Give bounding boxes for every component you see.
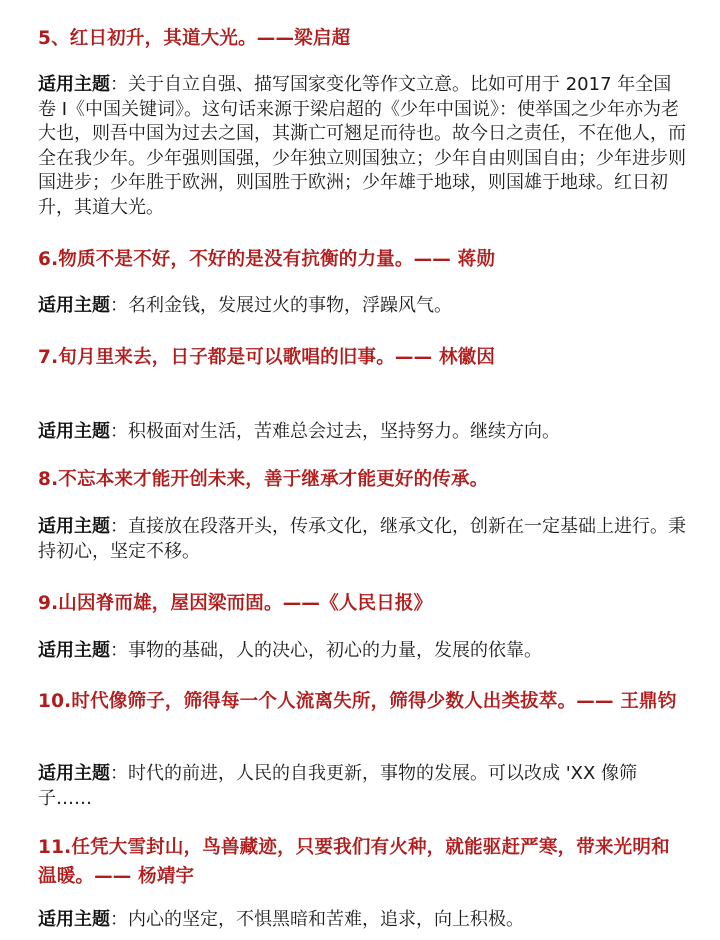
theme-paragraph-7 <box>38 420 688 445</box>
theme-paragraph-6 <box>38 294 688 319</box>
theme-paragraph-5 <box>38 73 688 220</box>
theme-paragraph-10 <box>38 762 688 811</box>
quote-heading-10: 10.时代像筛子，筛得每一个人流离失所，筛得少数人出类拔萃。—— 王鼎钧 <box>38 691 677 712</box>
theme-colon: ： <box>110 516 128 537</box>
theme-paragraph-9 <box>38 639 688 664</box>
quote-heading-5: 5、红日初升，其道大光。——梁启超 <box>38 28 351 49</box>
theme-label: 适用主题 <box>38 640 110 661</box>
theme-colon: ： <box>110 909 128 930</box>
theme-colon: ： <box>110 640 128 661</box>
theme-colon: ： <box>110 421 128 442</box>
theme-label: 适用主题 <box>38 763 110 784</box>
quote-heading-11: 11.任凭大雪封山，鸟兽藏迹，只要我们有火种，就能驱赶严寒，带来光明和温暖。—— 杨靖宇 <box>38 837 670 887</box>
theme-colon: ： <box>110 763 128 784</box>
theme-paragraph-8 <box>38 515 688 564</box>
theme-text-11: 内心的坚定，不惧黑暗和苦难，追求，向上积极。 <box>128 909 524 930</box>
theme-colon: ： <box>110 74 128 95</box>
theme-text-10: 时代的前进，人民的自我更新，事物的发展。可以改成 'XX 像筛子…… <box>38 763 638 809</box>
theme-label: 适用主题 <box>38 516 110 537</box>
theme-colon: ： <box>110 295 128 316</box>
theme-label: 适用主题 <box>38 909 110 930</box>
quote-heading-7: 7.旬月里来去，日子都是可以歌唱的旧事。—— 林徽因 <box>38 347 496 368</box>
theme-text-5: 关于自立自强、描写国家变化等作文立意。比如可用于 2017 年全国卷 I《中国关键词》。这句话来源于梁启超的《少年中国说》：使举国之少年亦为老大也，则吾中国为过去之国，其澌亡可翘足而待也。故今日之责任，不在他人，而全在我少年。少年强则国强，少年独立则国独立；少年自由则国自由；少年进步则国进步；少年胜于欧洲，则国胜于欧洲；少年雄于地球，则国雄于地球。红日初升，其道大光。 <box>38 74 686 218</box>
theme-text-6: 名利金钱，发展过火的事物，浮躁风气。 <box>128 295 452 316</box>
theme-paragraph-11 <box>38 908 688 933</box>
quote-heading-6: 6.物质不是不好，不好的是没有抗衡的力量。—— 蒋勋 <box>38 249 496 270</box>
theme-text-7: 积极面对生活，苦难总会过去，坚持努力。继续方向。 <box>128 421 560 442</box>
theme-label: 适用主题 <box>38 74 110 95</box>
theme-label: 适用主题 <box>38 421 110 442</box>
theme-label: 适用主题 <box>38 295 110 316</box>
quote-heading-8: 8.不忘本来才能开创未来，善于继承才能更好的传承。 <box>38 469 489 490</box>
theme-text-9: 事物的基础，人的决心，初心的力量，发展的依靠。 <box>128 640 542 661</box>
quote-heading-9: 9.山因脊而雄，屋因梁而固。——《人民日报》 <box>38 593 433 614</box>
theme-text-8: 直接放在段落开头，传承文化，继承文化，创新在一定基础上进行。秉持初心，坚定不移。 <box>38 516 686 562</box>
